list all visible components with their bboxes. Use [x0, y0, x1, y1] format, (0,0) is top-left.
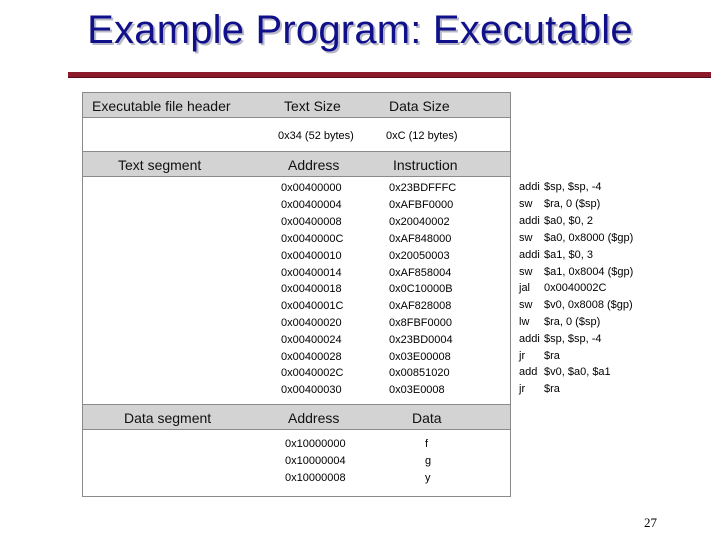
data-address: 0x10000008	[285, 472, 346, 484]
text-address: 0x0040001C	[281, 300, 344, 312]
asm-opcode: addi	[519, 249, 540, 261]
asm-opcode: sw	[519, 299, 533, 311]
data-size-value: 0xC (12 bytes)	[386, 130, 458, 142]
asm-opcode: sw	[519, 266, 533, 278]
text-address: 0x00400030	[281, 384, 342, 396]
asm-args: $ra	[544, 383, 560, 395]
asm-opcode: add	[519, 366, 538, 378]
executable-table	[82, 92, 511, 497]
asm-opcode: sw	[519, 232, 533, 244]
asm-args: $ra	[544, 350, 560, 362]
instruction-code: 0x20050003	[389, 250, 450, 262]
instruction-code: 0x03E0008	[389, 384, 445, 396]
instruction-code: 0x20040002	[389, 216, 450, 228]
text-address: 0x00400024	[281, 334, 342, 346]
assembly-line	[519, 266, 633, 278]
slide-title: Example Program: Executable	[87, 8, 633, 52]
asm-args: $a1, 0x8004 ($gp)	[544, 266, 634, 278]
data-header: Data	[412, 410, 442, 426]
instruction-code: 0x00851020	[389, 367, 450, 379]
instruction-code: 0xAFBF0000	[389, 199, 454, 211]
text-address: 0x0040002C	[281, 367, 344, 379]
assembly-line	[519, 366, 611, 378]
page-number: 27	[644, 515, 657, 530]
assembly-line	[519, 181, 601, 193]
text-address: 0x00400004	[281, 199, 342, 211]
assembly-line	[519, 198, 600, 210]
text-address: 0x00400018	[281, 283, 342, 295]
text-size-header: Text Size	[284, 98, 341, 114]
instruction-code: 0x23BD0004	[389, 334, 453, 346]
text-address: 0x00400028	[281, 351, 342, 363]
text-segment-header-row	[83, 152, 510, 177]
file-header-label: Executable file header	[92, 98, 231, 114]
assembly-line	[519, 299, 633, 311]
data-value: f	[425, 438, 429, 450]
text-address: 0x00400000	[281, 182, 342, 194]
data-address: 0x10000004	[285, 455, 346, 467]
asm-opcode: jr	[519, 383, 526, 395]
asm-opcode: addi	[519, 181, 540, 193]
file-header-row	[83, 93, 510, 118]
data-segment-header-row	[83, 405, 510, 430]
asm-args: $ra, 0 ($sp)	[544, 198, 601, 210]
instruction-code: 0x23BDFFFC	[389, 182, 457, 194]
asm-args: $a1, $0, 3	[544, 249, 593, 261]
assembly-line	[519, 383, 560, 395]
text-size-value: 0x34 (52 bytes)	[278, 130, 354, 142]
text-address-header: Address	[288, 157, 340, 173]
data-value: g	[425, 455, 432, 467]
text-address: 0x00400020	[281, 317, 342, 329]
title-divider	[68, 72, 711, 78]
text-segment-label: Text segment	[118, 157, 202, 173]
text-address: 0x0040000C	[281, 233, 344, 245]
asm-opcode: jr	[519, 350, 526, 362]
asm-args: $v0, $a0, $a1	[544, 366, 611, 378]
assembly-line	[519, 282, 606, 294]
asm-args: $v0, 0x8008 ($gp)	[544, 299, 633, 311]
asm-args: $a0, $0, 2	[544, 215, 593, 227]
assembly-line	[519, 333, 601, 345]
data-value: y	[425, 472, 431, 484]
asm-args: $ra, 0 ($sp)	[544, 316, 601, 328]
asm-args: $a0, 0x8000 ($gp)	[544, 232, 634, 244]
asm-opcode: sw	[519, 198, 533, 210]
instruction-code: 0xAF828008	[389, 300, 452, 312]
assembly-line	[519, 350, 560, 362]
assembly-line	[519, 249, 593, 261]
asm-args: $sp, $sp, -4	[544, 333, 602, 345]
asm-args: $sp, $sp, -4	[544, 181, 602, 193]
data-address-header: Address	[288, 410, 340, 426]
assembly-line	[519, 316, 600, 328]
instruction-code: 0x03E00008	[389, 351, 451, 363]
asm-opcode: addi	[519, 215, 540, 227]
text-address: 0x00400010	[281, 250, 342, 262]
text-address: 0x00400014	[281, 267, 342, 279]
assembly-line	[519, 232, 633, 244]
data-address: 0x10000000	[285, 438, 346, 450]
instruction-code: 0xAF858004	[389, 267, 452, 279]
asm-args: 0x0040002C	[544, 282, 607, 294]
text-address: 0x00400008	[281, 216, 342, 228]
instruction-code: 0x8FBF0000	[389, 317, 452, 329]
instruction-code: 0x0C10000B	[389, 283, 453, 295]
asm-opcode: jal	[519, 282, 531, 294]
assembly-line	[519, 215, 593, 227]
asm-opcode: lw	[519, 316, 530, 328]
asm-opcode: addi	[519, 333, 540, 345]
instruction-code: 0xAF848000	[389, 233, 452, 245]
instruction-header: Instruction	[393, 157, 458, 173]
data-segment-label: Data segment	[124, 410, 212, 426]
data-size-header: Data Size	[389, 98, 450, 114]
